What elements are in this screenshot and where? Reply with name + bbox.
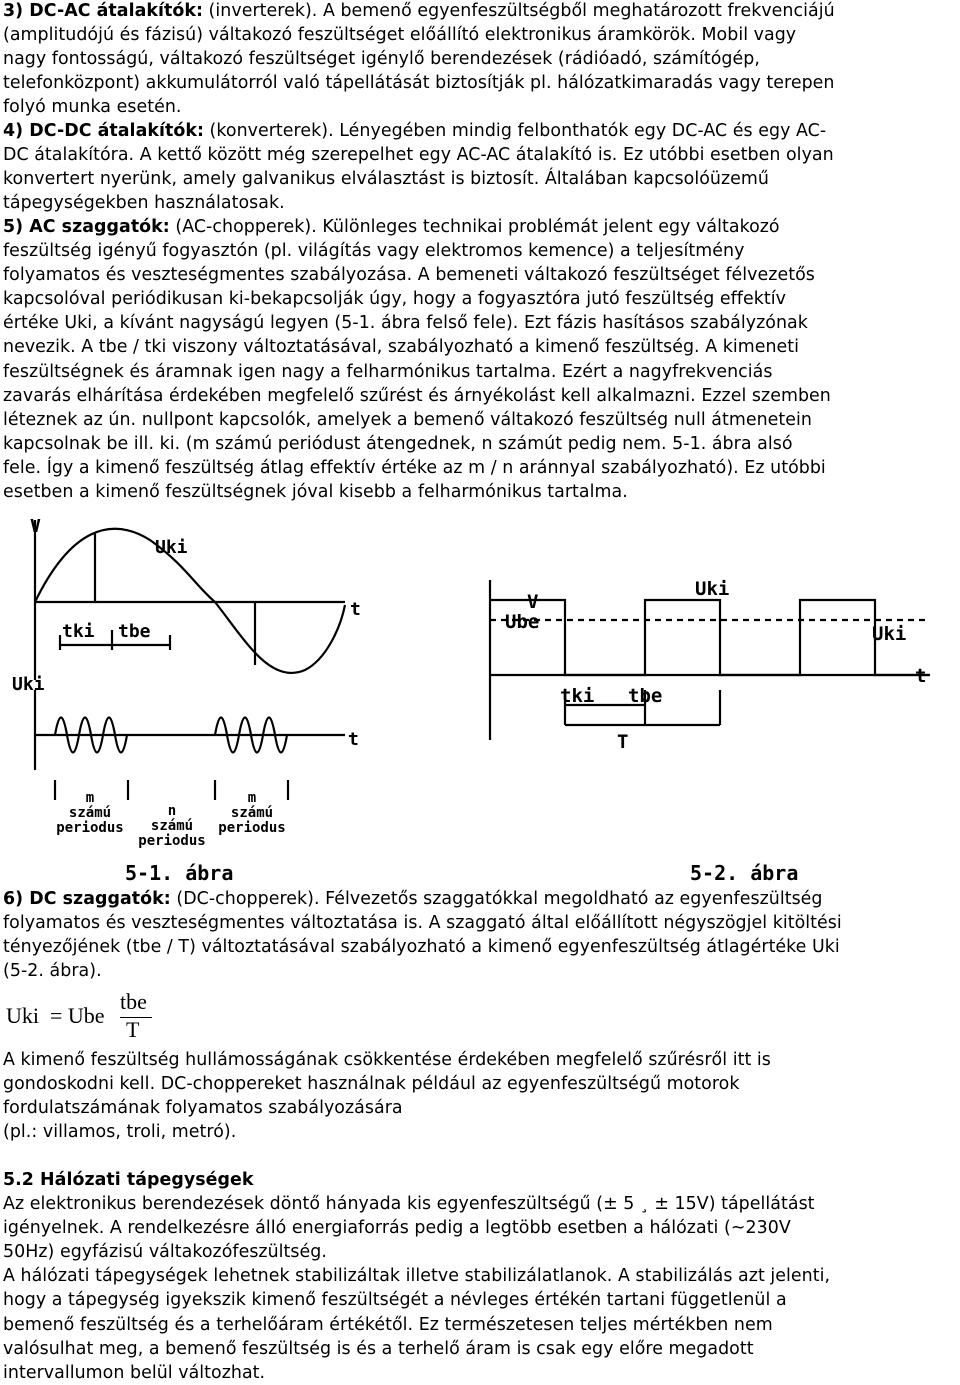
heading-power-supplies: 5.2 Hálózati tápegységek — [3, 1170, 254, 1190]
fig1-tki-label: tki — [62, 621, 95, 642]
paragraph-line: Az elektronikus berendezések döntő hányada kis egyenfeszültségű (± 5 ¸ ± 15V) tápellátást — [3, 1194, 815, 1215]
fig1b-szamu-label: számú — [68, 805, 112, 821]
paragraph-line: valósulhat meg, a bemenő feszültség is és a terhelő áram is csak egy előre megadott — [3, 1338, 754, 1359]
fig1b-periodus-label: periodus — [56, 820, 124, 836]
paragraph-line: igényelnek. A rendelkezésre álló energiaforrás pedig a legtöbb esetben a hálózati (~230V — [3, 1218, 791, 1239]
fig2-square-wave — [490, 600, 930, 675]
paragraph-line: intervallumon belül változhat. — [3, 1362, 266, 1383]
fig1b-m-label: m — [85, 790, 95, 806]
paragraph-line: fele. Így a kimenő feszültség átlag effektív értéke az m / n aránnyal szabályozható). Ez utóbbi — [3, 457, 826, 478]
fig2-t-label: t — [915, 665, 927, 687]
fig1-sine-wave — [35, 529, 345, 673]
paragraph-line: bemenő feszültség és a terhelőáram értékétől. Ez természetesen teljes mértékben nem — [3, 1314, 773, 1335]
fig1-tbe-label: tbe — [118, 621, 151, 642]
paragraph-line: zavarás elhárítása érdekében megfelelő szűrést és árnyékolást kell alkalmazni. Ezzel szemben — [3, 385, 831, 406]
paragraph-line: tápegységekben használatosak. — [3, 193, 285, 214]
fig1-uki-label: Uki — [155, 537, 188, 558]
heading-dc-dc: 4) DC-DC átalakítók: — [3, 121, 204, 141]
paragraph-line: léteznek az ún. nullpont kapcsolók, amelyek a bemenő váltakozó feszültség null átmenetein — [3, 409, 813, 430]
section-dc-dc: 4) DC-DC átalakítók: (konverterek). Lényegében mindig felbonthatók egy DC-AC és egy AC- DC átalakítóra. A kettő között még szerepelhet egy AC-AC átalakító is. Ez utóbbi esetben olyan konvertert nyerünk, amely galvanikus elválasztást is biztosít. Általában kapcsolóüzemű tápegységekben használatosak. — [3, 119, 960, 215]
formula-rhs: = Ube — [50, 1003, 105, 1028]
heading-dc-chopper: 6) DC szaggatók: — [3, 889, 171, 909]
fig1b-uki-label: Uki — [12, 674, 45, 695]
fig1-t-label: t — [350, 599, 361, 620]
paragraph-line: A kimenő feszültség hullámosságának csökkentése érdekében megfelelő szűrésről itt is — [3, 1050, 771, 1070]
paragraph-line: nagy fontosságú, váltakozó feszültséget igénylő berendezések (rádióadó, számítógép, — [3, 49, 760, 70]
paragraph-line: esetben a kimenő feszültségnek jóval kisebb a felharmónikus tartalma. — [3, 482, 628, 503]
fig2-tbe-label: tbe — [628, 685, 663, 707]
section-dc-chopper: 6) DC szaggatók: (DC-chopperek). Félvezetős szaggatókkal megoldható az egyenfeszültség folyamatos és veszteségmentes változtatása is. A szaggató által előállított négyszögjel kitöltési tényezőjének (tbe / T) változtatásával szabályozható a kimenő egyenfeszültség átlagértéke Uki (5-2. ábra). — [3, 887, 960, 983]
fig2-ube-label: Ube — [505, 611, 540, 633]
paragraph-line: DC átalakítóra. A kettő között még szerepelhet egy AC-AC átalakító is. Ez utóbbi esetben olyan — [3, 145, 834, 166]
heading-ac-chopper: 5) AC szaggatók: — [3, 217, 170, 237]
paragraph-line: (amplitudójú és fázisú) váltakozó feszültséget előállító elektronikus áramkörök. Mobil vagy — [3, 25, 797, 46]
formula-lhs: Uki — [6, 1003, 39, 1028]
fig2-uki-right-label: Uki — [872, 623, 907, 645]
paragraph-line: hogy a tápegység igyekszik kimenő feszültségét a névleges értékén tartani függetlenül a — [3, 1290, 787, 1311]
section-dc-ac: 3) DC-AC átalakítók: (inverterek). A bemenő egyenfeszültségből meghatározott frekvenciájú (amplitudójú és fázisú) váltakozó feszültséget előállító elektronikus áramkörök. Mobil vagy nagy fontosságú, váltakozó feszültséget igénylő berendezések (rádióadó, számítógép, telefonközpont) akkumulátorról való tápellátását biztosítják pl. hálózatkimaradás vagy terepen folyó munka esetén. — [3, 0, 960, 119]
fig1b-szamu2-label: számú — [150, 818, 194, 834]
paragraph-line: telefonközpont) akkumulátorról való tápellátását biztosítják pl. hálózatkimaradás vagy terepen — [3, 73, 835, 94]
paragraph-line: folyó munka esetén. — [3, 97, 182, 118]
paragraph-line: nevezik. A tbe / tki viszony változtatásával, szabályozható a kimenő feszültség. A kimeneti — [3, 337, 800, 358]
paragraph-line: feszültség igényű fogyasztón (pl. világítás vagy elektromos kemence) a teljesítmény — [3, 241, 745, 262]
paragraph-ripple — [3, 1048, 960, 1144]
paragraph-line: gondoskodni kell. DC-choppereket használnak például az egyenfeszültségű motorok — [3, 1074, 740, 1095]
paragraph-line: kapcsolnak be ill. ki. (m számú periódust átengednek, n számút pedig nem. 5-1. ábra alsó — [3, 433, 793, 454]
fig2-uki-top-label: Uki — [695, 578, 730, 600]
paragraph-line: feszültségnek és áramnak igen nagy a felharmónikus tartalma. Ezért a nagyfrekvenciás — [3, 361, 773, 382]
paragraph-line: folyamatos és veszteségmentes változtatása is. A szaggató által előállított négyszögjel kitöltési — [3, 913, 842, 934]
fig1b-t-label: t — [348, 729, 359, 750]
section-power-supplies — [3, 1168, 960, 1385]
formula-uki — [6, 989, 206, 1045]
fig1b-m2-label: m — [247, 790, 257, 806]
fig1b-n-label: n — [167, 803, 177, 819]
paragraph-line: (pl.: villamos, troli, metró). — [3, 1122, 237, 1143]
figures-area — [0, 510, 960, 885]
fig1-caption: 5-1. ábra — [125, 861, 234, 885]
fig1b-szamu3-label: számú — [230, 805, 274, 821]
paragraph-line: folyamatos és veszteségmentes szabályozása. A bemeneti váltakozó feszültséget félvezetős — [3, 265, 815, 286]
formula-numerator: tbe — [120, 989, 147, 1014]
fig2-caption: 5-2. ábra — [690, 861, 799, 885]
formula-denominator: T — [126, 1017, 140, 1042]
fig2-T-label: T — [617, 731, 629, 753]
paragraph-line: kapcsolóval periódikusan ki-bekapcsolják úgy, hogy a fogyasztóra jutó feszültség effektív — [3, 289, 786, 310]
fig1b-periodus3-label: periodus — [218, 820, 286, 836]
fig2-v-label: V — [527, 591, 539, 613]
paragraph-line: A hálózati tápegységek lehetnek stabilizáltak illetve stabilizálatlanok. A stabilizálás azt jelenti, — [3, 1266, 831, 1287]
section-ac-chopper: 5) AC szaggatók: (AC-chopperek). Különleges technikai problémát jelent egy váltakozó feszültség igényű fogyasztón (pl. világítás vagy elektromos kemence) a teljesítmény folyamatos és veszteségmentes szabályozása. A bemeneti váltakozó feszültséget félvezetős kapcsolóval periódikusan ki-bekapcsolják úgy, hogy a fogyasztóra jutó feszültség effektív értéke Uki, a kívánt nagyságú legyen (5-1. ábra felső fele). Ezt fázis hasításos szabályzónak nevezik. A tbe / tki viszony változtatásával, szabályozható a kimenő feszültség. A kimeneti feszültségnek és áramnak igen nagy a felharmónikus tartalma. Ezért a nagyfrekvenciás zavarás elhárítása érdekében megfelelő szűrést és árnyékolást kell alkalmazni. Ezzel szemben léteznek az ún. nullpont kapcsolók, amelyek a bemenő váltakozó feszültség null átmenetein kapcsolnak be ill. ki. (m számú periódust átengednek, n számút pedig nem. 5-1. ábra alsó fele. Így a kimenő feszültség átlag effektív értéke az m / n aránnyal szabályozható). Ez utóbbi esetben a kimenő feszültségnek jóval kisebb a felharmónikus tartalma. — [3, 215, 960, 504]
fig1b-periodus2-label: periodus — [138, 833, 206, 849]
paragraph-line: fordulatszámának folyamatos szabályozására — [3, 1098, 403, 1119]
paragraph-line: 50Hz) egyfázisú váltakozófeszültség. — [3, 1242, 327, 1263]
paragraph-line: konvertert nyerünk, amely galvanikus elválasztást is biztosít. Általában kapcsolóüzemű — [3, 169, 769, 190]
fig2-tki-label: tki — [560, 685, 595, 707]
paragraph-line: tényezőjének (tbe / T) változtatásával szabályozható a kimenő egyenfeszültség átlagértéke Uki — [3, 937, 840, 958]
paragraph-line: (5-2. ábra). — [3, 961, 102, 982]
heading-dc-ac: 3) DC-AC átalakítók: — [3, 1, 203, 21]
fig1-v-label: V — [30, 516, 41, 537]
paragraph-line: értéke Uki, a kívánt nagyságú legyen (5-1. ábra felső fele). Ezt fázis hasításos szabályzónak — [3, 313, 808, 334]
